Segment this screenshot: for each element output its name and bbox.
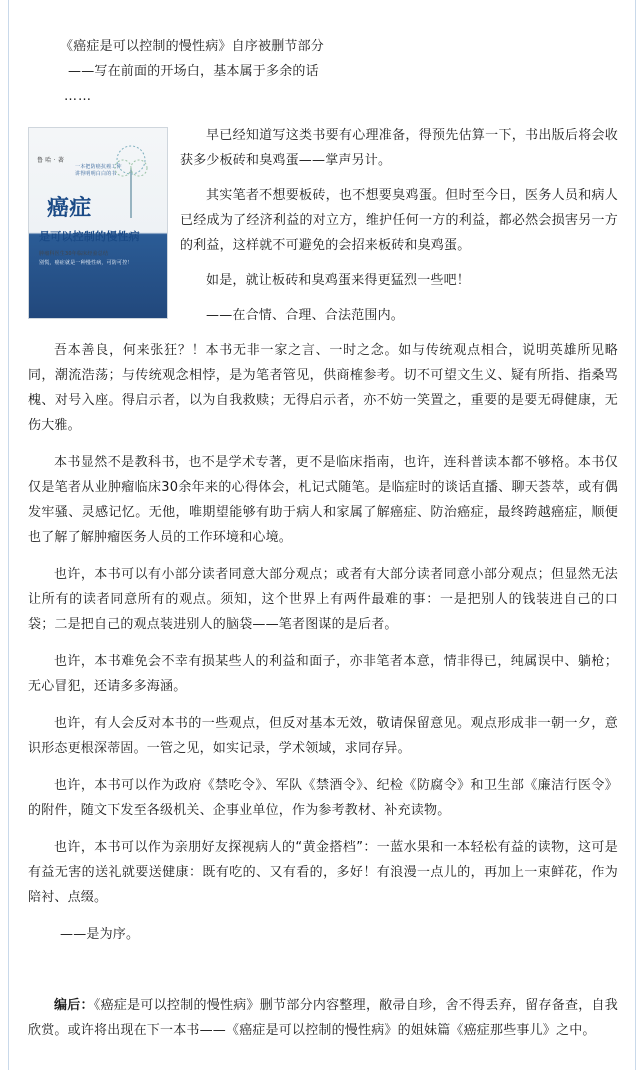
editor-note-text: 《癌症是可以控制的慢性病》删节部分内容整理，敝帚自珍，舍不得丢弃，留存备查，自我欣赏。或许将出现在下一本书——《癌症是可以控制的慢性病》的姐妹篇《癌症那些事儿》之中。 [28,998,618,1038]
end-signature: ——是为序。 [60,927,140,942]
ellipsis: …… [64,89,92,104]
cover-title-big: 癌症 [47,195,92,221]
paragraph: 也许，本书可以作为政府《禁吃令》、军队《禁酒令》、纪检《防腐令》和卫生部《廉洁行医令》的附件，随文下发至各级机关、企事业单位，作为参考教材、补充读物。 [28,778,618,818]
editor-note [28,993,618,1043]
book-cover-image [28,127,168,319]
paragraph: 也许，本书可以作为亲朋好友探视病人的“黄金搭档”：一蓝水果和一本轻松有益的读物，这可是有益无害的送礼就要送健康：既有吃的、又有看的，多好！有浪漫一点儿的，再加上一束鲜花，作为陪衬、点缀。 [28,840,618,905]
cover-signature: ——在合情、合理、合法范围内。 [206,308,405,323]
article-body [28,34,618,1055]
paragraph: 其实笔者不想要板砖，也不想要臭鸡蛋。但时至今日，医务人员和病人已经成为了经济利益的对立方，维护任何一方的利益，都必然会损害另一方的利益，这样就不可避免的会招来板砖和臭鸡蛋。 [180,188,618,253]
cover-title-sub: 是可以控制的慢性病 [39,230,140,243]
paragraph: 如是，就让板砖和臭鸡蛋来得更猛烈一些吧！ [206,273,471,288]
paragraph: 也许，本书可以有小部分读者同意大部分观点；或者有大部分读者同意小部分观点；但显然无法让所有的读者同意所有的观点。须知，这个世界上有两件最难的事：一是把别人的钱装进自己的口袋；二是把自己的观点装进别人的脑袋——笔者图谋的是后者。 [28,567,618,632]
paragraph: 早已经知道写这类书要有心理准备，得预先估算一下，书出版后将会收获多少板砖和臭鸡蛋——掌声另计。 [180,128,618,168]
cover-side-text [180,123,618,338]
cover-section [28,123,618,338]
cover-blurb: 一本把防癌抗癌工作讲得明明白白的书 [75,164,122,177]
cover-tagline: 肿瘤科医生30年临床经验总结 [39,251,109,257]
article-title: 《癌症是可以控制的慢性病》自序被删节部分 [60,39,325,54]
article-subtitle: ——写在前面的开场白，基本属于多余的话 [68,64,319,79]
cover-author: 鲁 哈 · 著 [37,157,65,164]
spacer [28,947,618,993]
paragraph: 吾本善良，何来张狂？！本书无非一家之言、一时之念。如与传统观点相合，说明英雄所见略同，潮流浩荡；与传统观念相悖，是为笔者管见，供商榷参考。切不可望文生义、疑有所指、指桑骂槐、对号入座。得启示者，以为自我救赎；无得启示者，亦不妨一笑置之，重要的是要无碍健康，无伤大雅。 [28,343,618,433]
paragraph: 也许，本书难免会不幸有损某些人的利益和面子，亦非笔者本意，情非得已，纯属误中、躺枪；无心冒犯，还请多多海涵。 [28,654,618,694]
tree-icon [111,138,151,218]
paragraph: 本书显然不是教科书，也不是学术专著，更不是临床指南，也许，连科普读本都不够格。本书仅仅是笔者从业肿瘤临床30余年来的心得体会，札记式随笔。是临症时的谈话直播、聊天荟萃，或有偶发牢骚、灵感记忆。无他，唯期望能够有助于病人和家属了解癌症、防治癌症，最终跨越癌症，顺便也了解了解肿瘤医务人员的工作环境和心境。 [28,455,618,545]
editor-note-label: 编后： [54,998,94,1013]
cover-band-text: 别慌，癌症就是一种慢性病，可防可控！ [39,260,133,266]
paragraph: 也许，有人会反对本书的一些观点，但反对基本无效，敬请保留意见。观点形成非一朝一夕，意识形态更根深蒂固。一管之见，如实记录，学术领域，求同存异。 [28,716,618,756]
